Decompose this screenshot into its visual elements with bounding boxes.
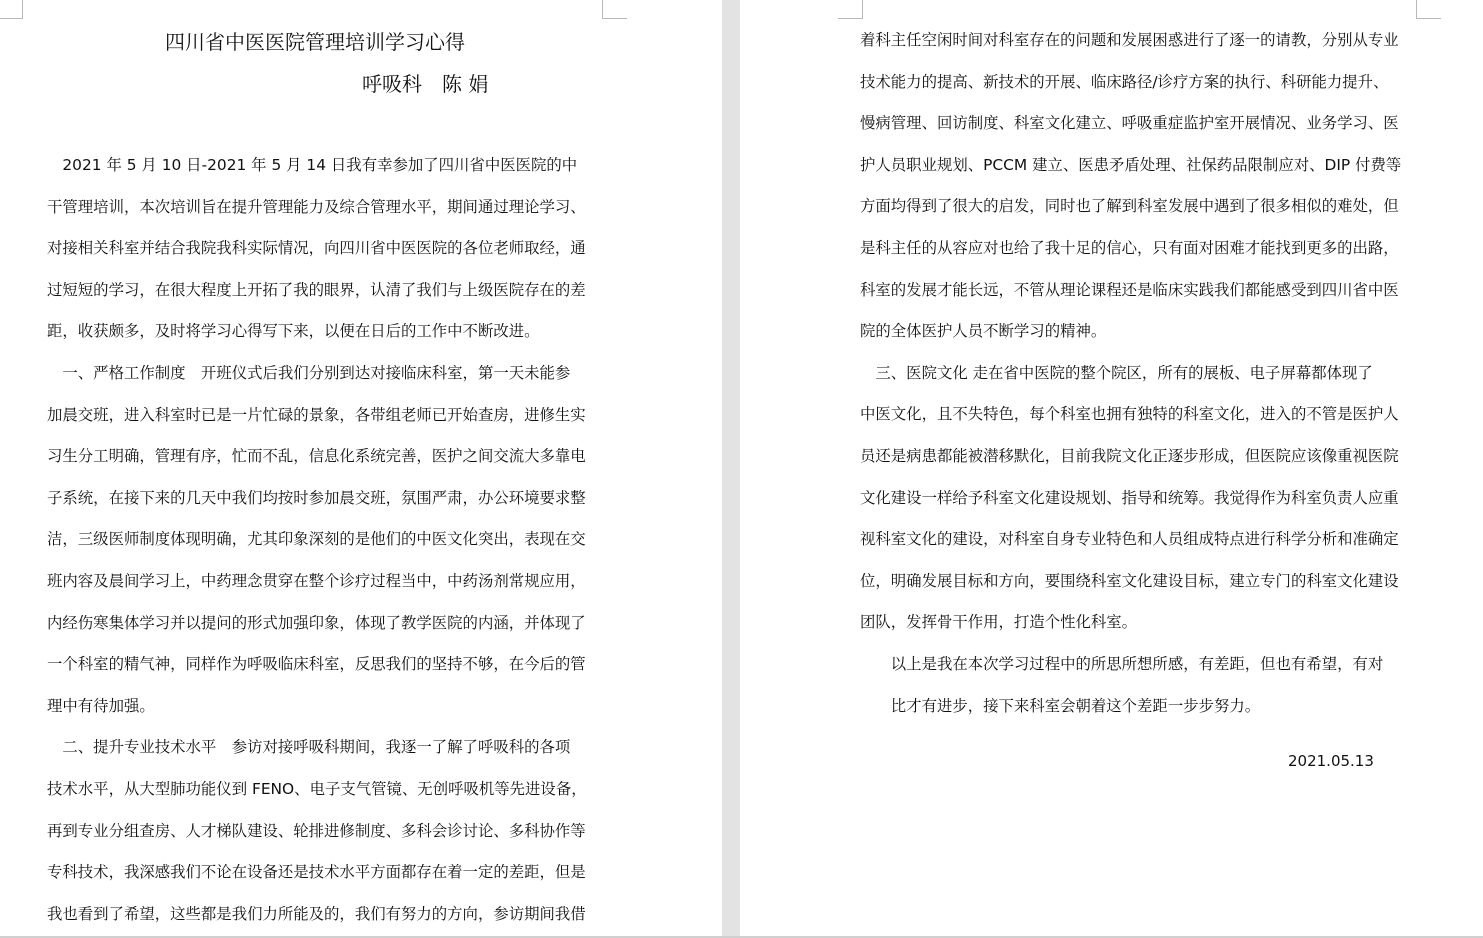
body-line: 二、提升专业技术水平 参访对接呼吸科期间，我逐一了解了呼吸科的各项 — [47, 738, 571, 757]
body-line: 护人员职业规划、PCCM 建立、医患矛盾处理、社保药品限制应对、DIP 付费等 — [860, 155, 1402, 174]
document-page-2 — [740, 0, 1483, 938]
body-line: 是科主任的从容应对也给了我十足的信心，只有面对困难才能找到更多的出路， — [860, 239, 1399, 257]
document-date: 2021.05.13 — [1288, 752, 1374, 770]
body-line: 内经伤寒集体学习并以提问的形式加强印象，体现了教学医院的内涵，并体现了 — [47, 613, 586, 632]
document-author: 呼吸科 陈 娟 — [362, 72, 489, 96]
body-line: 2021 年 5 月 10 日-2021 年 5 月 14 日我有幸参加了四川省中医医院的中 — [47, 156, 578, 174]
body-line: 院的全体医护人员不断学习的精神。 — [860, 322, 1107, 341]
body-line: 科室的发展才能长远，不管从理论课程还是临床实践我们都能感受到四川省中医 — [860, 280, 1399, 299]
body-line: 过短短的学习，在很大程度上开拓了我的眼界，认清了我们与上级医院存在的差 — [47, 280, 586, 299]
body-line: 方面均得到了很大的启发，同时也了解到科室发展中遇到了很多相似的难处，但 — [860, 197, 1399, 216]
body-line: 三、医院文化 走在省中医院的整个院区，所有的展板、电子屏幕都体现了 — [860, 363, 1373, 382]
body-line: 我也看到了希望，这些都是我们力所能及的，我们有努力的方向，参访期间我借 — [47, 904, 586, 923]
body-line: 习生分工明确，管理有序，忙而不乱，信息化系统完善，医护之间交流大多靠电 — [47, 447, 586, 466]
body-line: 技术能力的提高、新技术的开展、临床路径/诊疗方案的执行、科研能力提升、 — [860, 72, 1389, 91]
body-line: 洁，三级医师制度体现明确，尤其印象深刻的是他们的中医文化突出，表现在交 — [47, 530, 586, 549]
body-line: 对接相关科室并结合我院我科实际情况，向四川省中医医院的各位老师取经，通 — [47, 239, 586, 258]
body-line: 以上是我在本次学习过程中的所思所想所感，有差距，但也有希望，有对 — [860, 655, 1384, 673]
body-line: 一、严格工作制度 开班仪式后我们分别到达对接临床科室，第一天未能参 — [47, 364, 571, 382]
body-line: 着科主任空闲时间对科室存在的问题和发展困惑进行了逐一的请教，分别从专业 — [860, 31, 1399, 49]
body-line: 慢病管理、回访制度、科室文化建立、呼吸重症监护室开展情况、业务学习、医 — [860, 114, 1399, 133]
body-line: 子系统，在接下来的几天中我们均按时参加晨交班，氛围严肃，办公环境要求整 — [47, 488, 586, 507]
body-line: 员还是病患都能被潜移默化，目前我院文化正逐步形成，但医院应该像重视医院 — [860, 447, 1399, 465]
body-line: 班内容及晨间学习上，中药理念贯穿在整个诊疗过程当中，中药汤剂常规应用， — [47, 572, 586, 590]
body-line: 技术水平，从大型肺功能仪到 FENO、电子支气管镜、无创呼吸机等先进设备， — [47, 780, 587, 798]
document-title: 四川省中医医院管理培训学习心得 — [165, 30, 465, 54]
body-line: 距，收获颇多，及时将学习心得写下来，以便在日后的工作中不断改进。 — [47, 322, 540, 341]
body-line: 理中有待加强。 — [47, 696, 155, 715]
page-corner-mark — [602, 0, 627, 19]
page-corner-mark — [0, 0, 23, 19]
body-line: 团队，发挥骨干作用，打造个性化科室。 — [860, 613, 1138, 632]
body-line: 再到专业分组查房、人才梯队建设、轮排进修制度、多科会诊讨论、多科协作等 — [47, 821, 586, 840]
body-line: 位，明确发展目标和方向，要围绕科室文化建设目标，建立专门的科室文化建设 — [860, 571, 1399, 590]
body-line: 一个科室的精气神，同样作为呼吸临床科室，反思我们的坚持不够，在今后的管 — [47, 655, 586, 674]
body-line: 文化建设一样给予科室文化建设规划、指导和统筹。我觉得作为科室负责人应重 — [860, 488, 1399, 507]
body-line: 专科技术，我深感我们不论在设备还是技术水平方面都存在着一定的差距，但是 — [47, 863, 586, 882]
body-line: 视科室文化的建设，对科室自身专业特色和人员组成特点进行科学分析和准确定 — [860, 530, 1399, 549]
page-corner-mark — [838, 0, 863, 19]
document-page-1 — [0, 0, 722, 938]
page-corner-mark — [1416, 0, 1441, 19]
body-line: 中医文化，且不失特色，每个科室也拥有独特的科室文化，进入的不管是医护人 — [860, 405, 1399, 424]
page-gap — [722, 0, 740, 938]
body-line: 加晨交班，进入科室时已是一片忙碌的景象，各带组老师已开始查房，进修生实 — [47, 405, 586, 424]
body-line: 干管理培训，本次培训旨在提升管理能力及综合管理水平，期间通过理论学习、 — [47, 197, 586, 216]
body-line: 比才有进步，接下来科室会朝着这个差距一步步努力。 — [860, 696, 1261, 715]
